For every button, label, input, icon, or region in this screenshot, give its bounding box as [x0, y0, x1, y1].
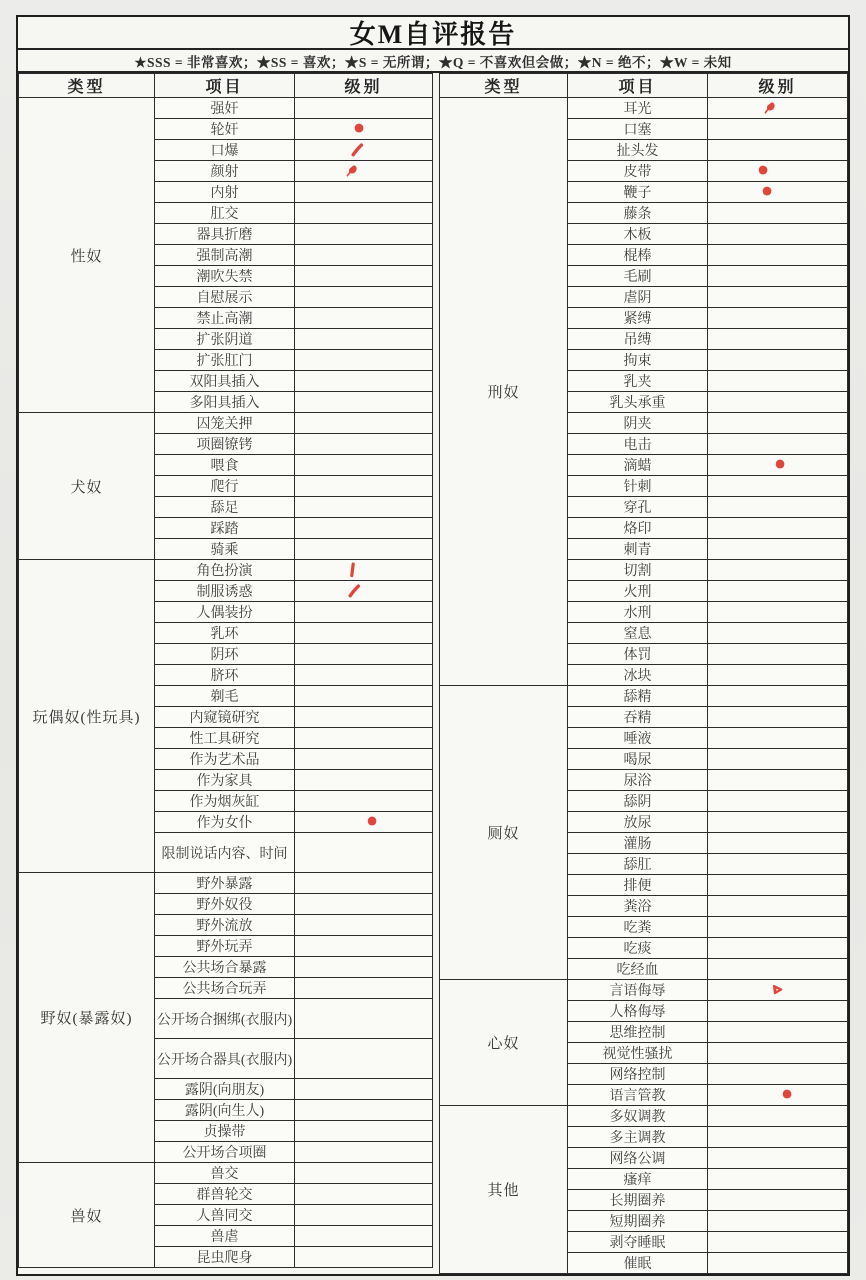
- level-cell: [708, 203, 848, 224]
- level-cell: [708, 434, 848, 455]
- level-cell: [708, 476, 848, 497]
- level-cell: [708, 623, 848, 644]
- level-cell: [295, 1205, 433, 1226]
- item-cell: 野外玩弄: [155, 936, 295, 957]
- item-cell: 喂食: [155, 455, 295, 476]
- level-cell: [295, 413, 433, 434]
- red-pen-mark-icon: [763, 101, 778, 116]
- level-cell: [708, 1127, 848, 1148]
- category-cell: 兽奴: [19, 1163, 155, 1268]
- level-cell: [295, 1184, 433, 1205]
- level-cell: [295, 812, 433, 833]
- level-cell: [708, 833, 848, 854]
- level-cell: [708, 518, 848, 539]
- level-cell: [295, 308, 433, 329]
- assessment-table-left: [18, 73, 433, 1268]
- level-cell: [295, 1163, 433, 1184]
- item-cell: 群兽轮交: [155, 1184, 295, 1205]
- level-cell: [295, 873, 433, 894]
- item-cell: 水刑: [568, 602, 708, 623]
- title-row: [18, 17, 848, 50]
- item-cell: 公开场合项圈: [155, 1142, 295, 1163]
- item-row: [19, 413, 433, 434]
- item-row: [440, 980, 848, 1001]
- item-cell: 器具折磨: [155, 224, 295, 245]
- item-cell: 吃粪: [568, 917, 708, 938]
- item-cell: 吊缚: [568, 329, 708, 350]
- column-header-type: 类型: [440, 74, 568, 98]
- level-cell: [295, 1121, 433, 1142]
- item-cell: 踩踏: [155, 518, 295, 539]
- item-cell: 作为烟灰缸: [155, 791, 295, 812]
- level-cell: [295, 161, 433, 182]
- item-cell: 强制高潮: [155, 245, 295, 266]
- item-cell: 舔足: [155, 497, 295, 518]
- level-cell: [708, 1253, 848, 1274]
- level-cell: [708, 161, 848, 182]
- item-cell: 作为艺术品: [155, 749, 295, 770]
- item-cell: 多主调教: [568, 1127, 708, 1148]
- category-cell: 心奴: [440, 980, 568, 1106]
- red-pen-mark-icon: [365, 815, 380, 830]
- item-cell: 轮奸: [155, 119, 295, 140]
- level-cell: [708, 1043, 848, 1064]
- item-cell: 针刺: [568, 476, 708, 497]
- item-cell: 虐阴: [568, 287, 708, 308]
- header-row: [19, 74, 433, 98]
- item-cell: 体罚: [568, 644, 708, 665]
- item-cell: 露阴(向生人): [155, 1100, 295, 1121]
- item-cell: 野外奴役: [155, 894, 295, 915]
- level-cell: [295, 287, 433, 308]
- level-cell: [708, 1064, 848, 1085]
- level-cell: [295, 623, 433, 644]
- level-cell: [708, 1001, 848, 1022]
- level-cell: [295, 644, 433, 665]
- level-cell: [295, 1142, 433, 1163]
- level-cell: [708, 266, 848, 287]
- level-cell: [295, 1247, 433, 1268]
- level-cell: [295, 1100, 433, 1121]
- item-cell: 扩张阴道: [155, 329, 295, 350]
- item-cell: 双阳具插入: [155, 371, 295, 392]
- assessment-form: [16, 15, 850, 1276]
- item-cell: 性工具研究: [155, 728, 295, 749]
- item-cell: 野外暴露: [155, 873, 295, 894]
- item-cell: 野外流放: [155, 915, 295, 936]
- level-cell: [295, 770, 433, 791]
- item-cell: 爬行: [155, 476, 295, 497]
- red-pen-mark-icon: [756, 164, 771, 179]
- item-row: [440, 686, 848, 707]
- level-cell: [708, 644, 848, 665]
- level-cell: [708, 959, 848, 980]
- red-pen-mark-icon: [760, 185, 775, 200]
- level-cell: [295, 665, 433, 686]
- level-cell: [708, 182, 848, 203]
- item-cell: 木板: [568, 224, 708, 245]
- item-cell: 公开场合器具(衣服内): [155, 1039, 295, 1079]
- item-cell: 兽虐: [155, 1226, 295, 1247]
- item-cell: 限制说话内容、时间: [155, 833, 295, 873]
- item-cell: 吃痰: [568, 938, 708, 959]
- item-cell: 乳环: [155, 623, 295, 644]
- red-pen-mark-icon: [350, 143, 365, 158]
- level-cell: [708, 1190, 848, 1211]
- item-cell: 皮带: [568, 161, 708, 182]
- category-cell: 野奴(暴露奴): [19, 873, 155, 1163]
- level-cell: [295, 455, 433, 476]
- level-cell: [295, 1226, 433, 1247]
- item-cell: 粪浴: [568, 896, 708, 917]
- level-cell: [708, 392, 848, 413]
- level-cell: [295, 140, 433, 161]
- item-cell: 扯头发: [568, 140, 708, 161]
- level-cell: [295, 957, 433, 978]
- column-header-item: 项目: [568, 74, 708, 98]
- level-cell: [295, 707, 433, 728]
- level-cell: [708, 350, 848, 371]
- item-cell: 人兽同交: [155, 1205, 295, 1226]
- item-cell: 思维控制: [568, 1022, 708, 1043]
- level-cell: [708, 224, 848, 245]
- level-cell: [295, 999, 433, 1039]
- category-cell: 性奴: [19, 98, 155, 413]
- level-cell: [295, 224, 433, 245]
- red-pen-mark-icon: [780, 1088, 795, 1103]
- item-cell: 贞操带: [155, 1121, 295, 1142]
- level-cell: [295, 350, 433, 371]
- level-cell: [295, 728, 433, 749]
- level-cell: [295, 833, 433, 873]
- item-cell: 放尿: [568, 812, 708, 833]
- item-cell: 灌肠: [568, 833, 708, 854]
- item-cell: 吃经血: [568, 959, 708, 980]
- item-cell: 多阳具插入: [155, 392, 295, 413]
- level-cell: [708, 707, 848, 728]
- item-cell: 藤条: [568, 203, 708, 224]
- level-cell: [708, 371, 848, 392]
- column-header-item: 项目: [155, 74, 295, 98]
- item-row: [19, 98, 433, 119]
- category-cell: 刑奴: [440, 98, 568, 686]
- item-row: [19, 873, 433, 894]
- item-cell: 口爆: [155, 140, 295, 161]
- item-cell: 剃毛: [155, 686, 295, 707]
- item-cell: 自慰展示: [155, 287, 295, 308]
- tables-container: [18, 73, 848, 1274]
- level-cell: [708, 560, 848, 581]
- level-cell: [295, 434, 433, 455]
- header-row: [440, 74, 848, 98]
- report-title: 女M自评报告: [349, 20, 517, 49]
- item-cell: 尿浴: [568, 770, 708, 791]
- left-table-body: [19, 74, 433, 1268]
- item-cell: 角色扮演: [155, 560, 295, 581]
- level-cell: [708, 770, 848, 791]
- level-cell: [295, 98, 433, 119]
- red-pen-mark-icon: [773, 458, 788, 473]
- level-cell: [708, 1106, 848, 1127]
- item-cell: 毛刷: [568, 266, 708, 287]
- level-cell: [708, 665, 848, 686]
- red-pen-mark-icon: [345, 164, 360, 179]
- level-cell: [708, 602, 848, 623]
- level-cell: [295, 602, 433, 623]
- item-cell: 网络控制: [568, 1064, 708, 1085]
- item-cell: 棍棒: [568, 245, 708, 266]
- item-cell: 脐环: [155, 665, 295, 686]
- level-cell: [708, 728, 848, 749]
- level-cell: [708, 896, 848, 917]
- level-cell: [708, 812, 848, 833]
- item-cell: 扩张肛门: [155, 350, 295, 371]
- red-pen-mark-icon: [770, 983, 785, 998]
- item-cell: 瘙痒: [568, 1169, 708, 1190]
- item-cell: 口塞: [568, 119, 708, 140]
- item-cell: 乳头承重: [568, 392, 708, 413]
- item-cell: 兽交: [155, 1163, 295, 1184]
- red-pen-mark-icon: [352, 122, 367, 137]
- level-cell: [708, 1148, 848, 1169]
- item-cell: 切割: [568, 560, 708, 581]
- column-header-level: 级别: [295, 74, 433, 98]
- level-cell: [295, 978, 433, 999]
- level-cell: [295, 203, 433, 224]
- item-cell: 排便: [568, 875, 708, 896]
- item-cell: 唾液: [568, 728, 708, 749]
- level-cell: [708, 497, 848, 518]
- level-cell: [708, 1022, 848, 1043]
- level-cell: [708, 1085, 848, 1106]
- level-cell: [708, 854, 848, 875]
- item-cell: 强奸: [155, 98, 295, 119]
- level-cell: [295, 1039, 433, 1079]
- item-cell: 火刑: [568, 581, 708, 602]
- item-cell: 乳夹: [568, 371, 708, 392]
- level-cell: [295, 915, 433, 936]
- item-cell: 催眠: [568, 1253, 708, 1274]
- level-cell: [295, 560, 433, 581]
- level-cell: [295, 936, 433, 957]
- item-cell: 内射: [155, 182, 295, 203]
- item-cell: 长期圈养: [568, 1190, 708, 1211]
- level-cell: [708, 1211, 848, 1232]
- item-cell: 冰块: [568, 665, 708, 686]
- level-cell: [708, 980, 848, 1001]
- level-cell: [708, 791, 848, 812]
- level-cell: [708, 875, 848, 896]
- item-cell: 喝尿: [568, 749, 708, 770]
- level-cell: [708, 917, 848, 938]
- item-cell: 电击: [568, 434, 708, 455]
- red-pen-mark-icon: [345, 563, 360, 578]
- level-cell: [708, 749, 848, 770]
- level-cell: [708, 245, 848, 266]
- level-cell: [295, 497, 433, 518]
- item-cell: 舔阴: [568, 791, 708, 812]
- item-row: [440, 98, 848, 119]
- item-cell: 言语侮辱: [568, 980, 708, 1001]
- level-cell: [295, 329, 433, 350]
- item-row: [19, 1163, 433, 1184]
- category-cell: 厕奴: [440, 686, 568, 980]
- level-cell: [708, 686, 848, 707]
- item-cell: 吞精: [568, 707, 708, 728]
- level-cell: [708, 1169, 848, 1190]
- item-cell: 拘束: [568, 350, 708, 371]
- item-cell: 短期圈养: [568, 1211, 708, 1232]
- column-header-type: 类型: [19, 74, 155, 98]
- item-cell: 潮吹失禁: [155, 266, 295, 287]
- level-cell: [295, 518, 433, 539]
- item-cell: 窒息: [568, 623, 708, 644]
- item-cell: 骑乘: [155, 539, 295, 560]
- item-cell: 语言管教: [568, 1085, 708, 1106]
- item-cell: 制服诱惑: [155, 581, 295, 602]
- level-cell: [708, 1232, 848, 1253]
- item-cell: 阴夹: [568, 413, 708, 434]
- item-cell: 肛交: [155, 203, 295, 224]
- level-cell: [708, 329, 848, 350]
- item-cell: 刺青: [568, 539, 708, 560]
- item-row: [440, 1106, 848, 1127]
- item-cell: 穿孔: [568, 497, 708, 518]
- level-cell: [295, 686, 433, 707]
- item-cell: 舔精: [568, 686, 708, 707]
- level-cell: [708, 413, 848, 434]
- category-cell: 玩偶奴(性玩具): [19, 560, 155, 873]
- item-cell: 颜射: [155, 161, 295, 182]
- level-cell: [708, 287, 848, 308]
- item-row: [19, 560, 433, 581]
- red-pen-mark-icon: [347, 584, 362, 599]
- item-cell: 项圈镣铐: [155, 434, 295, 455]
- column-header-level: 级别: [708, 74, 848, 98]
- level-cell: [708, 581, 848, 602]
- level-cell: [295, 119, 433, 140]
- level-cell: [708, 539, 848, 560]
- right-table-body: [440, 74, 848, 1274]
- rating-legend: ★SSS = 非常喜欢；★SS = 喜欢；★S = 无所谓；★Q = 不喜欢但会做；★N = 绝不；★W = 未知: [134, 54, 732, 70]
- level-cell: [295, 266, 433, 287]
- level-cell: [295, 182, 433, 203]
- item-cell: 禁止高潮: [155, 308, 295, 329]
- item-cell: 公共场合暴露: [155, 957, 295, 978]
- level-cell: [708, 119, 848, 140]
- item-cell: 人偶装扮: [155, 602, 295, 623]
- level-cell: [708, 140, 848, 161]
- item-cell: 网络公调: [568, 1148, 708, 1169]
- item-cell: 公开场合捆绑(衣服内): [155, 999, 295, 1039]
- item-cell: 视觉性骚扰: [568, 1043, 708, 1064]
- item-cell: 紧缚: [568, 308, 708, 329]
- item-cell: 舔肛: [568, 854, 708, 875]
- category-cell: 犬奴: [19, 413, 155, 560]
- item-cell: 鞭子: [568, 182, 708, 203]
- level-cell: [708, 98, 848, 119]
- level-cell: [708, 455, 848, 476]
- level-cell: [295, 791, 433, 812]
- legend-row: [18, 50, 848, 73]
- level-cell: [295, 476, 433, 497]
- level-cell: [295, 1079, 433, 1100]
- item-cell: 滴蜡: [568, 455, 708, 476]
- category-cell: 其他: [440, 1106, 568, 1274]
- item-cell: 作为家具: [155, 770, 295, 791]
- level-cell: [295, 245, 433, 266]
- item-cell: 耳光: [568, 98, 708, 119]
- item-cell: 烙印: [568, 518, 708, 539]
- item-cell: 人格侮辱: [568, 1001, 708, 1022]
- item-cell: 多奴调教: [568, 1106, 708, 1127]
- item-cell: 内窥镜研究: [155, 707, 295, 728]
- item-cell: 剥夺睡眠: [568, 1232, 708, 1253]
- level-cell: [295, 539, 433, 560]
- level-cell: [295, 371, 433, 392]
- assessment-table-right: [439, 73, 848, 1274]
- item-cell: 阴环: [155, 644, 295, 665]
- item-cell: 作为女仆: [155, 812, 295, 833]
- item-cell: 昆虫爬身: [155, 1247, 295, 1268]
- item-cell: 囚笼关押: [155, 413, 295, 434]
- level-cell: [295, 392, 433, 413]
- item-cell: 公共场合玩弄: [155, 978, 295, 999]
- level-cell: [295, 749, 433, 770]
- level-cell: [295, 581, 433, 602]
- level-cell: [708, 308, 848, 329]
- level-cell: [295, 894, 433, 915]
- level-cell: [708, 938, 848, 959]
- item-cell: 露阴(向朋友): [155, 1079, 295, 1100]
